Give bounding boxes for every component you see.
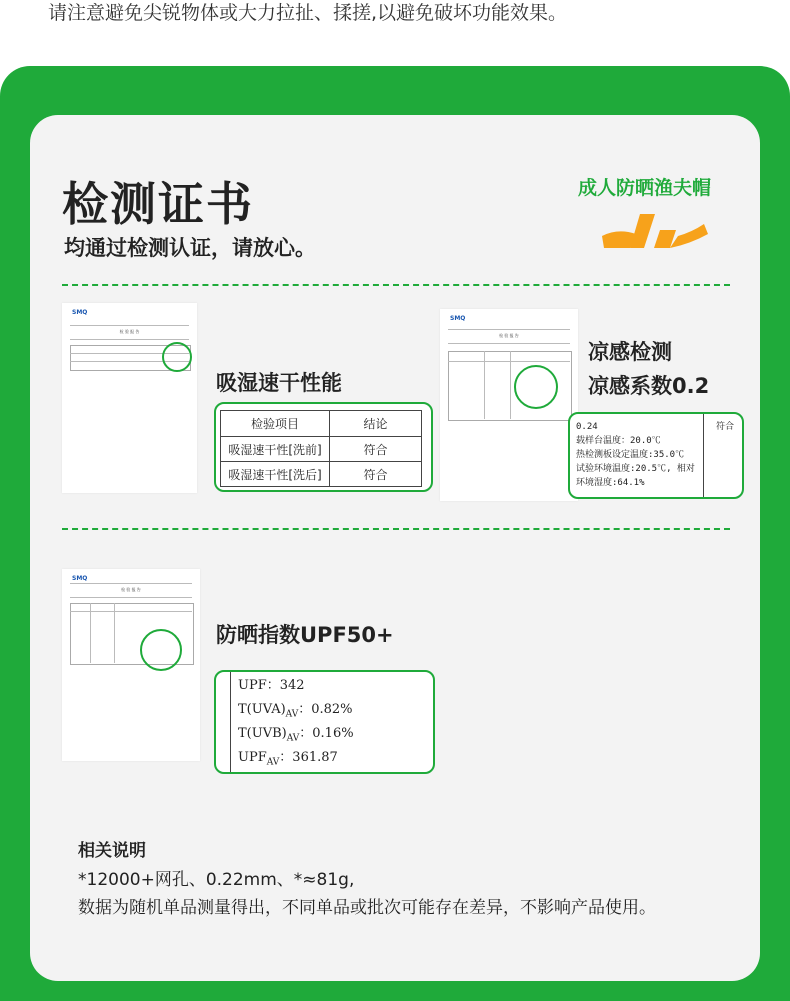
header-item: 检验项目 [221,411,330,437]
report-logo: SMQ [450,315,466,322]
page-subtitle: 均通过检测认证，请放心。 [64,236,316,260]
cool-result: 符合 [716,422,735,432]
report-title: 检 验 报 告 [499,333,519,338]
upf-label: 防晒指数UPF50+ [216,623,394,647]
report-logo: SMQ [72,575,88,582]
uvb-value: $T(UVB)_{AV}$：0.16% [238,726,354,744]
row-item: 吸湿速干性[洗前] [221,437,330,462]
report-title: 检 验 报 告 [121,587,141,592]
cool-value: 0.24 [576,422,598,432]
highlight-circle [162,342,192,372]
table-row [221,462,422,487]
table-row [221,437,422,462]
cool-detail: 试验环境温度:20.5℃, 相对 [576,464,695,474]
report-logo: SMQ [72,309,88,316]
upf-av-value: $UPF_{AV}$：361.87 [238,750,338,768]
upf-value: UPF：342 [238,678,305,693]
cool-detail: 载样台温度：20.0℃ [576,436,661,446]
page-title: 检测证书 [62,177,254,231]
divider [62,284,730,286]
cool-coefficient-label: 凉感系数0.2 [588,374,710,398]
row-result: 符合 [330,437,422,462]
divider [62,528,730,530]
quick-dry-label: 吸湿速干性能 [216,371,342,395]
cool-detail: 热检测板设定温度:35.0℃ [576,450,685,460]
usage-note: 请注意避免尖锐物体或大力拉扯、揉搓,以避免破坏功能效果。 [48,2,568,24]
quick-dry-result-table [214,402,433,492]
uva-value: $T(UVA)_{AV}$：0.82% [238,702,353,720]
highlight-circle [140,629,182,671]
brand-name: 成人防晒渔夫帽 [578,177,712,199]
report-title: 检 验 报 告 [119,329,140,334]
test-report-thumbnail [62,303,197,493]
cool-detail: 环境湿度:64.1% [576,478,645,488]
header-result: 结论 [330,411,422,437]
test-report-thumbnail [440,309,578,501]
test-report-thumbnail [62,569,200,761]
cool-label: 凉感检测 [588,340,672,364]
cool-result-table [568,412,744,499]
notes-title: 相关说明 [78,841,146,861]
highlight-circle [514,365,558,409]
upf-result-table [214,670,435,774]
brand-logo-icon [600,210,710,254]
row-item: 吸湿速干性[洗后] [221,462,330,487]
note-line: *12000+网孔、0.22mm、*≈81g, [78,870,355,890]
note-line: 数据为随机单品测量得出，不同单品或批次可能存在差异，不影响产品使用。 [78,898,656,918]
row-result: 符合 [330,462,422,487]
